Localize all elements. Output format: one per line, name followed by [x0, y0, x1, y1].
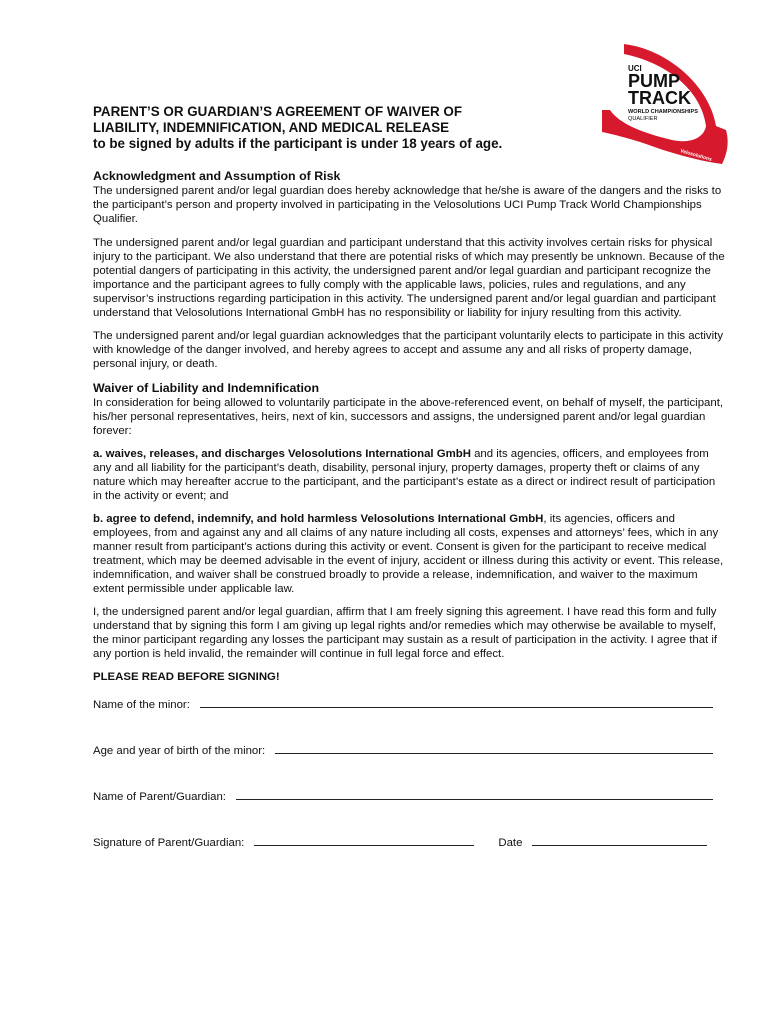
title-line-1: PARENT’S OR GUARDIAN’S AGREEMENT OF WAIVER OF [93, 104, 462, 119]
minor-age-input[interactable] [275, 743, 713, 754]
pump-track-logo [598, 40, 733, 170]
minor-age-field [93, 743, 727, 758]
clause-a-lead: a. waives, releases, and discharges Velosolutions International GmbH [93, 448, 471, 460]
logo-org: UCI [628, 64, 642, 73]
please-read-notice: PLEASE READ BEFORE SIGNING! [93, 671, 280, 683]
clause-a-text: and its agencies, officers, and employees from any and all liability for the participant’s death, disability, personal injury, property damages, property theft or claims of any nature which may hereafter accrue to the participant, and the participant’s estate as a direct or indirect result of participation in the activity or event; and [93, 448, 716, 502]
logo-ribbon-text: Velosolutions [679, 148, 713, 163]
paragraph-clause-b [93, 512, 727, 596]
signature-label: Signature of Parent/Guardian: [93, 837, 245, 849]
title-line-3: to be signed by adults if the participant is under 18 years of age. [93, 136, 503, 151]
minor-name-field [93, 697, 727, 712]
logo-line3: WORLD CHAMPIONSHIPS [628, 109, 698, 115]
logo-line4: QUALIFIER [628, 116, 658, 122]
logo-line1: PUMP [628, 71, 681, 91]
paragraph-clause-a [93, 447, 727, 503]
paragraph-affirmation: I, the undersigned parent and/or legal guardian, affirm that I am freely signing this agreement. I have read this form and fully understand that by signing this form I am giving up legal rights and/or remedies which may otherwise be available to myself, the minor participant regarding any losses the participant may sustain as a result of participation in the activity. I agree that if any portion is held invalid, the remainder will continue in full legal force and effect. [93, 606, 718, 660]
logo-line2: TRACK [628, 88, 691, 108]
signature-input[interactable] [254, 835, 474, 846]
minor-name-input[interactable] [200, 697, 713, 708]
section-heading-acknowledgment: Acknowledgment and Assumption of Risk [93, 169, 341, 183]
date-input[interactable] [532, 835, 707, 846]
title-line-2: LIABILITY, INDEMNIFICATION, AND MEDICAL RELEASE [93, 120, 450, 135]
guardian-name-input[interactable] [236, 789, 713, 800]
clause-b-lead: b. agree to defend, indemnify, and hold harmless Velosolutions International GmbH [93, 513, 544, 525]
minor-name-label: Name of the minor: [93, 699, 190, 711]
logo-text [628, 64, 698, 122]
paragraph-voluntary: The undersigned parent and/or legal guardian acknowledges that the participant voluntarily elects to participate in this activity with knowledge of the danger involved, and hereby agrees to accept and assume any and all risks of property damage, personal injury, or death. [93, 330, 724, 370]
section-heading-waiver: Waiver of Liability and Indemnification [93, 381, 320, 395]
document-title [93, 104, 593, 152]
date-label: Date [498, 837, 523, 849]
guardian-name-label: Name of Parent/Guardian: [93, 791, 226, 803]
paragraph-consideration: In consideration for being allowed to voluntarily participate in the above-referenced event, on behalf of myself, the participant, his/her personal representatives, heirs, next of kin, successors and assigns, the undersigned parent and/or legal guardian forever: [93, 397, 724, 437]
minor-age-label: Age and year of birth of the minor: [93, 745, 266, 757]
document-body [93, 169, 727, 881]
signature-field [93, 835, 727, 850]
paragraph-risks: The undersigned parent and/or legal guardian and participant understand that this activity involves certain risks for physical injury to the participant. We also understand that there are potential risks of which may presently be unknown. Because of the potential dangers of participating in this activity, the undersigned parent and/or legal guardian and participant recognize the importance and the participant agrees to fully comply with the applicable laws, policies, rules and regulations, and any supervisor’s instructions regarding participation in this activity. The undersigned parent and/or legal guardian and participant understand that Velosolutions International GmbH has no responsibility or liability for injury resulting from this activity. [93, 237, 725, 319]
guardian-name-field [93, 789, 727, 804]
clause-b-text: , its agencies, officers and employees, from and against any and all claims of any nature including all costs, expenses and attorneys’ fees, which in any manner result from participant’s actions during this activity or event. Consent is given for the participant to receive medical treatment, which may be deemed advisable in the event of injury, accident or illness during this activity or event. This release, indemnification, and waiver shall be construed broadly to provide a release, indemnification, and waiver to the maximum extent permissible under applicable law. [93, 513, 724, 595]
paragraph-acknowledge: The undersigned parent and/or legal guardian does hereby acknowledge that he/she is aware of the dangers and the risks to the participant’s person and property involved in participating in the Velosolutions UCI Pump Track World Championships Qualifier. [93, 185, 722, 225]
